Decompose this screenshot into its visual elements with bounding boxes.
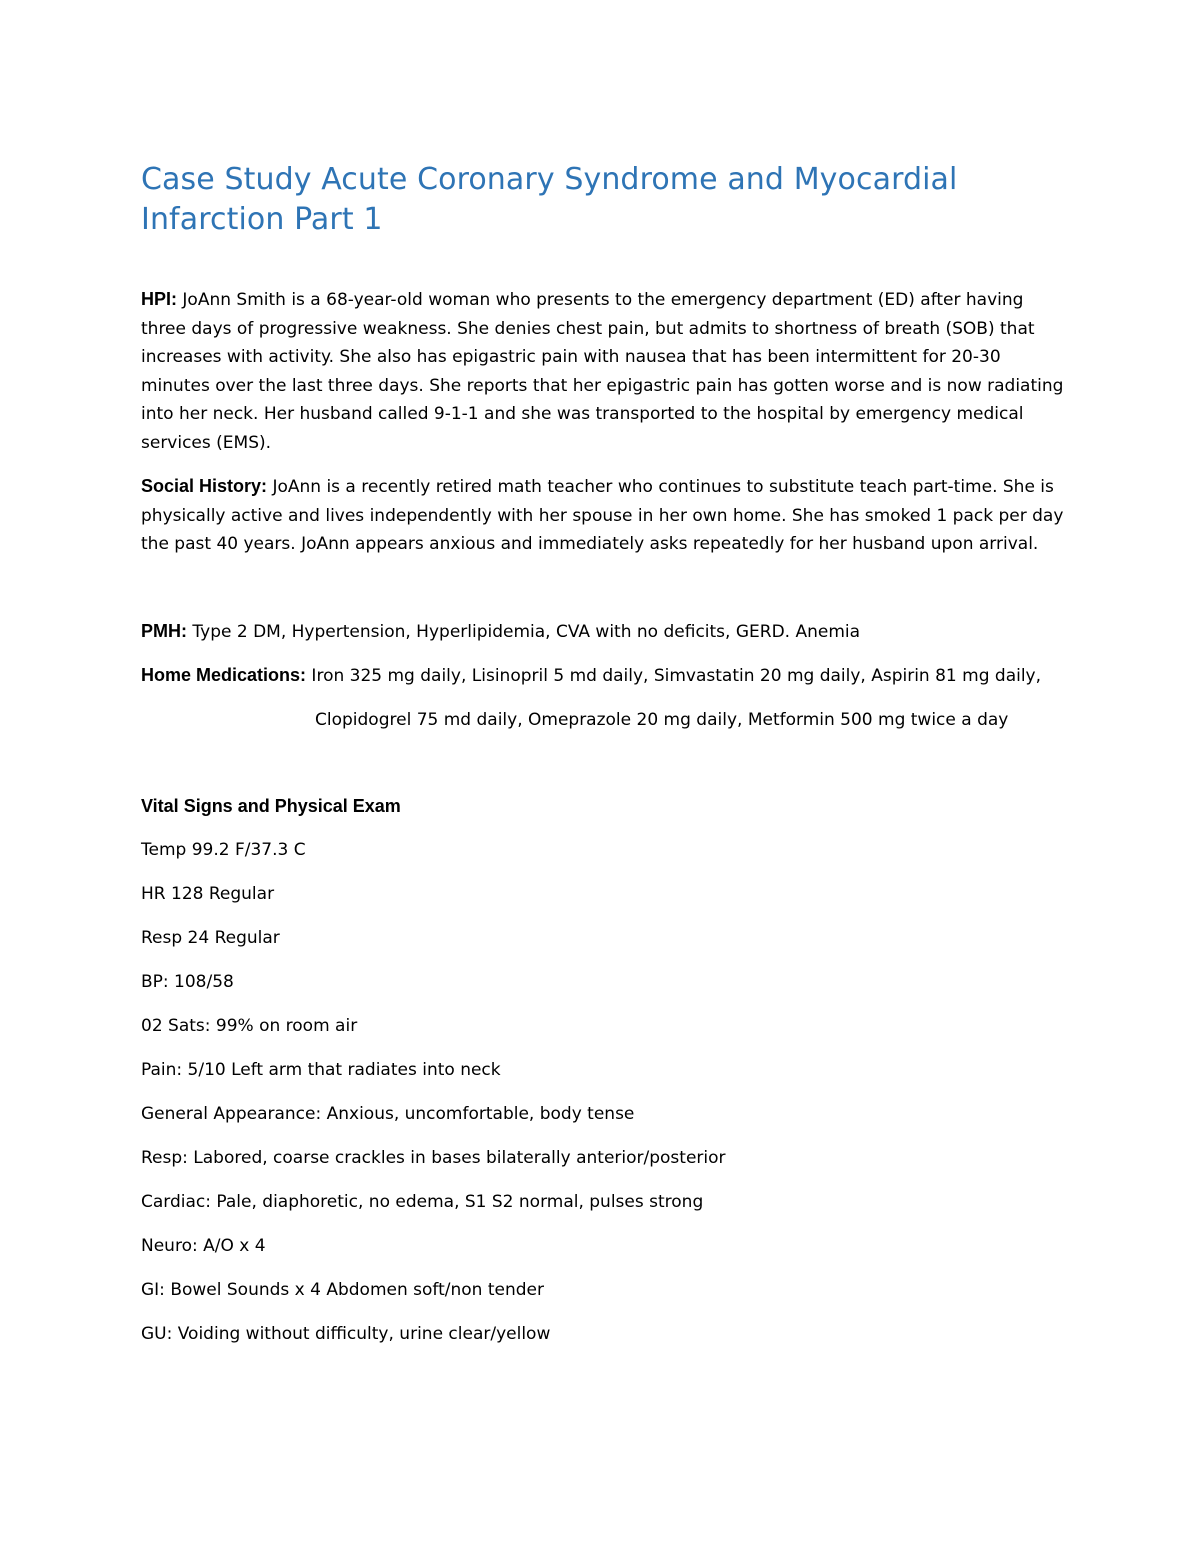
home-medications-line1: Iron 325 mg daily, Lisinopril 5 md daily, Simvastatin 20 mg daily, Aspirin 81 mg daily, bbox=[306, 666, 1042, 686]
vitals-heading: Vital Signs and Physical Exam bbox=[141, 796, 401, 816]
vital-item: Cardiac: Pale, diaphoretic, no edema, S1 S2 normal, pulses strong bbox=[141, 1192, 704, 1212]
home-medications-paragraph bbox=[141, 661, 1071, 691]
vital-item: HR 128 Regular bbox=[141, 884, 275, 904]
social-history-paragraph bbox=[141, 472, 1071, 559]
vital-item: Resp: Labored, coarse crackles in bases bilaterally anterior/posterior bbox=[141, 1148, 726, 1168]
social-history-label: Social History: bbox=[141, 476, 268, 496]
hpi-label: HPI: bbox=[141, 289, 177, 309]
home-medications-label: Home Medications: bbox=[141, 665, 307, 685]
vital-item: General Appearance: Anxious, uncomfortable, body tense bbox=[141, 1104, 635, 1124]
hpi-text: JoAnn Smith is a 68-year-old woman who presents to the emergency department (ED) after having three days of progressive weakness. She denies chest pain, but admits to shortness of breath (SOB) that increases with activity. She also has epigastric pain with nausea that has been intermittent for 20-30 minutes over the last three days. She reports that her epigastric pain has gotten worse and is now radiating into her neck. Her husband called 9-1-1 and she was transported to the hospital by emergency medical services (EMS). bbox=[141, 290, 1064, 453]
hpi-paragraph bbox=[141, 285, 1071, 457]
vital-item: BP: 108/58 bbox=[141, 972, 234, 992]
document-page bbox=[141, 160, 1071, 1349]
social-history-text: JoAnn is a recently retired math teacher who continues to substitute teach part-time. She is physically active and lives independently with her spouse in her own home. She has smoked 1 pack per day the past 40 years. JoAnn appears anxious and immediately asks repeatedly for her husband upon arrival. bbox=[141, 477, 1064, 554]
vital-item: Pain: 5/10 Left arm that radiates into neck bbox=[141, 1060, 501, 1080]
pmh-text: Type 2 DM, Hypertension, Hyperlipidemia, CVA with no deficits, GERD. Anemia bbox=[187, 621, 861, 642]
pmh-paragraph bbox=[141, 617, 1071, 647]
vital-item: 02 Sats: 99% on room air bbox=[141, 1016, 358, 1036]
document-title: Case Study Acute Coronary Syndrome and Myocardial Infarction Part 1 bbox=[141, 162, 958, 237]
vital-item: GI: Bowel Sounds x 4 Abdomen soft/non tender bbox=[141, 1280, 544, 1300]
vital-item: Neuro: A/O x 4 bbox=[141, 1236, 266, 1256]
vital-item: Resp 24 Regular bbox=[141, 928, 280, 948]
pmh-label: PMH: bbox=[141, 620, 187, 641]
home-medications-continued: Clopidogrel 75 md daily, Omeprazole 20 mg daily, Metformin 500 mg twice a day bbox=[315, 709, 1009, 730]
vital-item: GU: Voiding without difficulty, urine clear/yellow bbox=[141, 1324, 551, 1344]
vital-item: Temp 99.2 F/37.3 C bbox=[141, 840, 306, 860]
vitals-list bbox=[141, 836, 1071, 1349]
